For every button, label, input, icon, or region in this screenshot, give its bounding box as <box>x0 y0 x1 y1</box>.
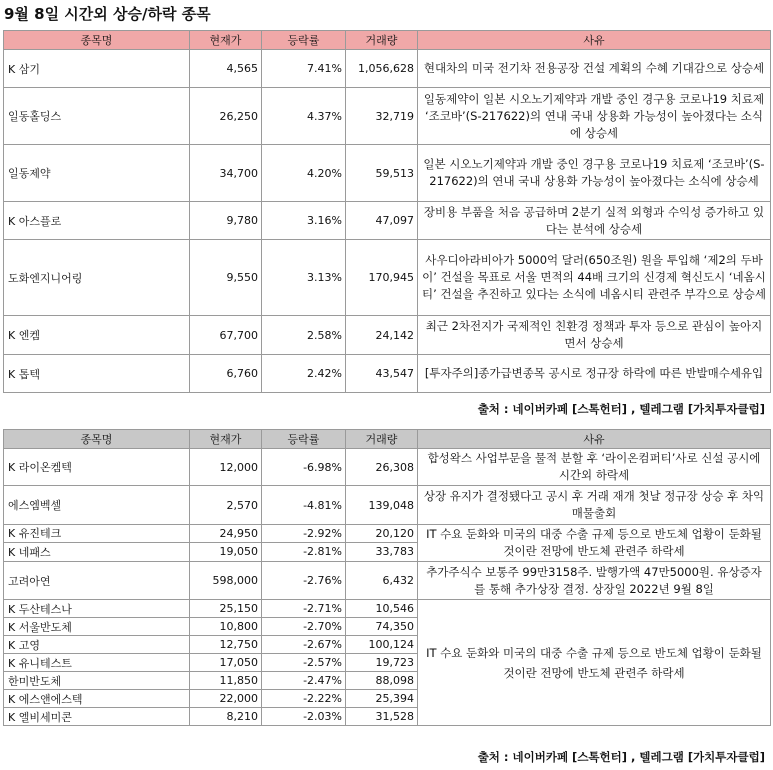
stock-rate: -2.70% <box>262 618 346 636</box>
stock-volume: 139,048 <box>346 486 418 525</box>
stock-name: K 라이온켐텍 <box>4 449 190 486</box>
stock-reason: 추가주식수 보통주 99만3158주. 발행가액 47만5000원. 유상증자를 통해 추가상장 결정. 상장일 2022년 9월 8일 <box>418 562 771 600</box>
stock-rate: -2.47% <box>262 672 346 690</box>
stock-volume: 43,547 <box>346 355 418 393</box>
stock-volume: 26,308 <box>346 449 418 486</box>
stock-price: 2,570 <box>190 486 262 525</box>
stock-volume: 59,513 <box>346 145 418 202</box>
stock-name: K 엔켐 <box>4 316 190 355</box>
table-row <box>4 88 771 145</box>
stock-price: 9,780 <box>190 202 262 240</box>
stock-reason: 사우디아라비아가 5000억 달러(650조원) 원을 투입해 ‘제2의 두바이’ 건설을 목표로 서울 면적의 44배 크기의 신경제 혁신도시 ‘네옴시티’ 건설을 추진하고 있다는 소식에 네옴시티 관련주 부각으로 상승세 <box>418 240 771 316</box>
stock-name: K 고영 <box>4 636 190 654</box>
rising-stocks-table <box>3 30 771 393</box>
header-reason: 사유 <box>418 430 771 449</box>
stock-name: 일동홀딩스 <box>4 88 190 145</box>
stock-rate: -2.67% <box>262 636 346 654</box>
stock-rate: 4.20% <box>262 145 346 202</box>
stock-reason: 일동제약이 일본 시오노기제약과 개발 중인 경구용 코로나19 치료제 ‘조코바’(S-217622)의 연내 국내 상용화 가능성이 높아졌다는 소식에 상승세 <box>418 88 771 145</box>
header-name: 종목명 <box>4 430 190 449</box>
table-row <box>4 202 771 240</box>
stock-volume: 74,350 <box>346 618 418 636</box>
stock-price: 11,850 <box>190 672 262 690</box>
stock-volume: 6,432 <box>346 562 418 600</box>
header-reason: 사유 <box>418 31 771 50</box>
table-row <box>4 145 771 202</box>
table-row <box>4 355 771 393</box>
stock-rate: -2.22% <box>262 690 346 708</box>
header-name: 종목명 <box>4 31 190 50</box>
stock-volume: 25,394 <box>346 690 418 708</box>
stock-rate: -2.71% <box>262 600 346 618</box>
stock-price: 19,050 <box>190 542 262 561</box>
stock-name: 일동제약 <box>4 145 190 202</box>
stock-volume: 20,120 <box>346 525 418 543</box>
stock-rate: -6.98% <box>262 449 346 486</box>
stock-name: K 두산테스나 <box>4 600 190 618</box>
stock-price: 12,000 <box>190 449 262 486</box>
stock-name: K 유진테크 <box>4 525 190 543</box>
stock-price: 25,150 <box>190 600 262 618</box>
stock-price: 12,750 <box>190 636 262 654</box>
stock-name: 한미반도체 <box>4 672 190 690</box>
stock-price: 598,000 <box>190 562 262 600</box>
stock-name: K 삼기 <box>4 50 190 88</box>
table-row <box>4 316 771 355</box>
stock-name: K 에스앤에스텍 <box>4 690 190 708</box>
stock-name: K 네패스 <box>4 542 190 561</box>
table-row <box>4 562 771 600</box>
stock-reason: IT 수요 둔화와 미국의 대중 수출 규제 등으로 반도체 업황이 둔화될 것이란 전망에 반도체 관련주 하락세 <box>418 600 771 726</box>
stock-reason: 장비용 부품을 처음 공급하며 2분기 실적 외형과 수익성 증가하고 있다는 분석에 상승세 <box>418 202 771 240</box>
table-row <box>4 525 771 543</box>
stock-reason: IT 수요 둔화와 미국의 대중 수출 규제 등으로 반도체 업황이 둔화될 것이란 전망에 반도체 관련주 하락세 <box>418 525 771 562</box>
stock-name: K 톱텍 <box>4 355 190 393</box>
header-rate: 등락률 <box>262 430 346 449</box>
stock-name: K 서울반도체 <box>4 618 190 636</box>
stock-rate: 7.41% <box>262 50 346 88</box>
stock-price: 9,550 <box>190 240 262 316</box>
stock-price: 4,565 <box>190 50 262 88</box>
page-title: 9월 8일 시간외 상승/하락 종목 <box>4 5 211 23</box>
table-row <box>4 50 771 88</box>
stock-price: 8,210 <box>190 708 262 726</box>
stock-name: K 엘비세미콘 <box>4 708 190 726</box>
stock-name: 도화엔지니어링 <box>4 240 190 316</box>
table-row <box>4 240 771 316</box>
stock-reason: 일본 시오노기제약과 개발 중인 경구용 코로나19 치료제 ‘조코바’(S-217622)의 연내 국내 상용화 가능성이 높아졌다는 소식에 상승세 <box>418 145 771 202</box>
stock-price: 24,950 <box>190 525 262 543</box>
source-note: 출처 : 네이버카페 [스톡헌터] , 텔레그램 [가치투자클럽] <box>477 402 765 416</box>
header-rate: 등락률 <box>262 31 346 50</box>
stock-rate: 2.42% <box>262 355 346 393</box>
stock-reason: 합성왁스 사업부문을 물적 분할 후 ‘라이온컴퍼티’사로 신설 공시에 시간외 하락세 <box>418 449 771 486</box>
table-header-row <box>4 31 771 50</box>
stock-volume: 47,097 <box>346 202 418 240</box>
stock-price: 6,760 <box>190 355 262 393</box>
stock-rate: 3.13% <box>262 240 346 316</box>
stock-price: 17,050 <box>190 654 262 672</box>
stock-reason: [투자주의]종가급변종목 공시로 정규장 하락에 따른 반발매수세유입 <box>418 355 771 393</box>
stock-name: K 유니테스트 <box>4 654 190 672</box>
stock-reason: 상장 유지가 결정됐다고 공시 후 거래 재개 첫날 정규장 상승 후 차익매물출회 <box>418 486 771 525</box>
stock-volume: 170,945 <box>346 240 418 316</box>
stock-rate: 3.16% <box>262 202 346 240</box>
falling-stocks-table <box>3 429 771 726</box>
table-row <box>4 449 771 486</box>
stock-price: 26,250 <box>190 88 262 145</box>
stock-price: 22,000 <box>190 690 262 708</box>
stock-name: 고려아연 <box>4 562 190 600</box>
stock-rate: -2.92% <box>262 525 346 543</box>
stock-volume: 33,783 <box>346 542 418 561</box>
header-price: 현재가 <box>190 430 262 449</box>
stock-name: K 아스플로 <box>4 202 190 240</box>
header-volume: 거래량 <box>346 31 418 50</box>
stock-price: 34,700 <box>190 145 262 202</box>
stock-rate: 2.58% <box>262 316 346 355</box>
stock-rate: -2.81% <box>262 542 346 561</box>
stock-rate: 4.37% <box>262 88 346 145</box>
stock-rate: -4.81% <box>262 486 346 525</box>
table-row <box>4 486 771 525</box>
stock-volume: 10,546 <box>346 600 418 618</box>
stock-reason: 최근 2차전지가 국제적인 친환경 정책과 투자 등으로 관심이 높아지면서 상승세 <box>418 316 771 355</box>
stock-name: 에스엠벡셀 <box>4 486 190 525</box>
header-price: 현재가 <box>190 31 262 50</box>
source-note: 출처 : 네이버카페 [스톡헌터] , 텔레그램 [가치투자클럽] <box>477 750 765 764</box>
stock-volume: 100,124 <box>346 636 418 654</box>
stock-volume: 1,056,628 <box>346 50 418 88</box>
table-header-row <box>4 430 771 449</box>
stock-volume: 32,719 <box>346 88 418 145</box>
header-volume: 거래량 <box>346 430 418 449</box>
table-row <box>4 600 771 618</box>
stock-volume: 19,723 <box>346 654 418 672</box>
stock-volume: 31,528 <box>346 708 418 726</box>
stock-rate: -2.03% <box>262 708 346 726</box>
stock-reason: 현대차의 미국 전기차 전용공장 건설 계획의 수혜 기대감으로 상승세 <box>418 50 771 88</box>
stock-price: 10,800 <box>190 618 262 636</box>
stock-rate: -2.76% <box>262 562 346 600</box>
stock-rate: -2.57% <box>262 654 346 672</box>
stock-volume: 24,142 <box>346 316 418 355</box>
stock-volume: 88,098 <box>346 672 418 690</box>
stock-price: 67,700 <box>190 316 262 355</box>
